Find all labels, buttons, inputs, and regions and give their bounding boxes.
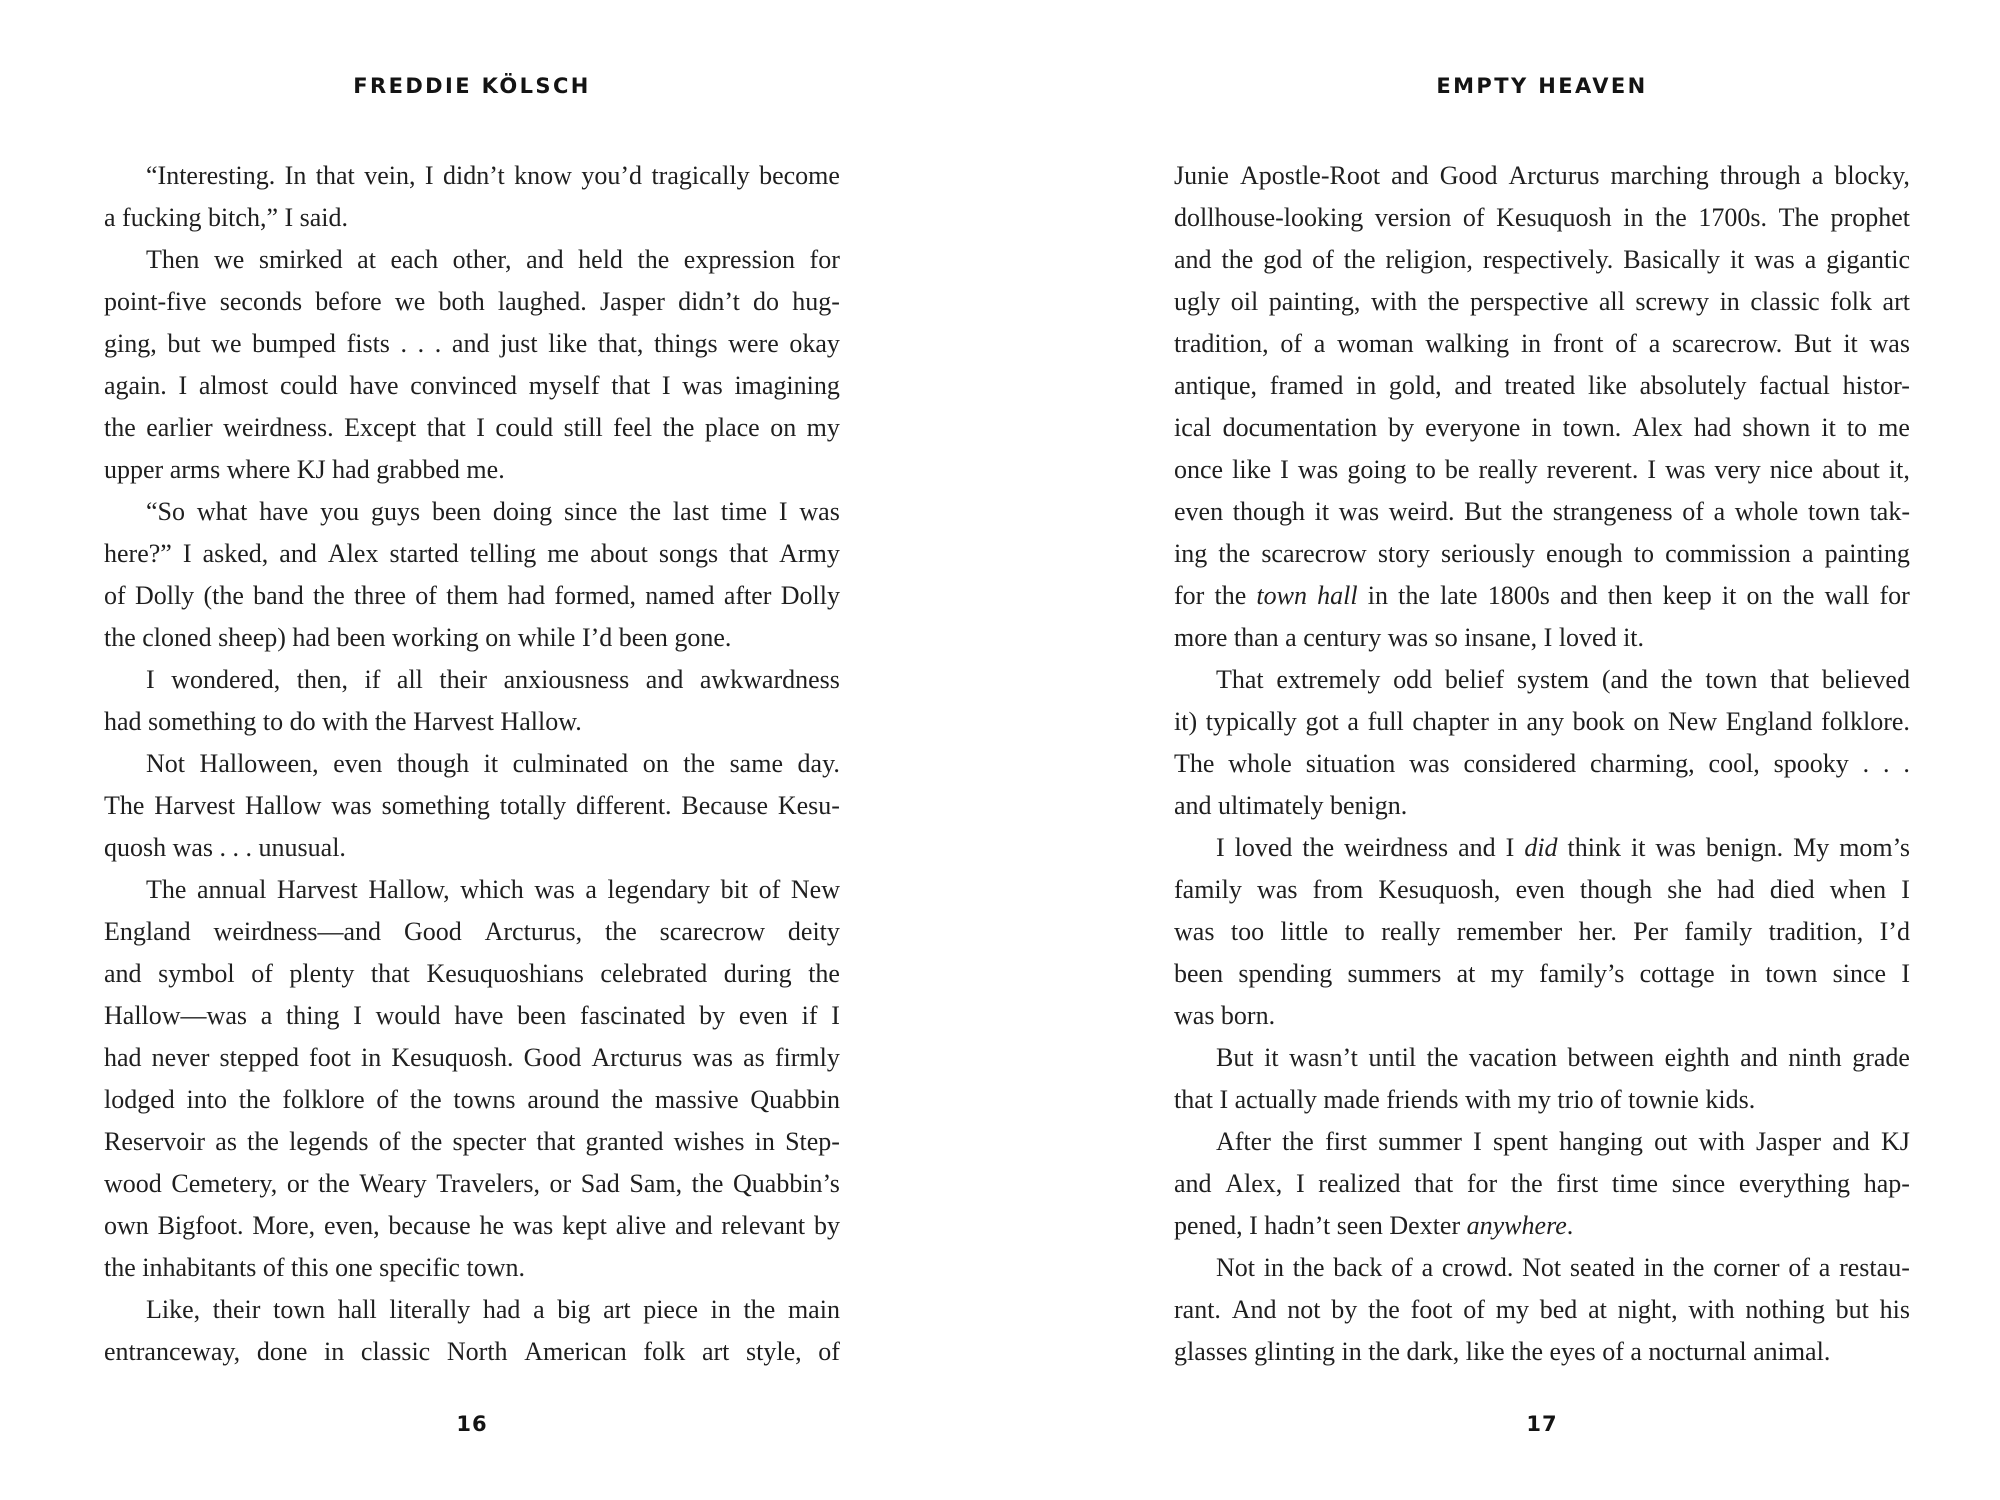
text-line: Like, their town hall literally had a big art piece in the main	[146, 1295, 840, 1324]
text-line: and the god of the religion, respectively. Basically it was a gigantic	[1174, 245, 1910, 274]
text-line: and symbol of plenty that Kesuquoshians celebrated during the	[104, 959, 840, 988]
text-line: again. I almost could have convinced myself that I was imagining	[104, 371, 840, 400]
text-line: Not Halloween, even though it culminated on the same day.	[146, 749, 840, 778]
text-line: upper arms where KJ had grabbed me.	[104, 455, 505, 484]
text-line: the cloned sheep) had been working on while I’d been gone.	[104, 623, 732, 652]
text-line: I wondered, then, if all their anxiousness and awkwardness	[146, 665, 840, 694]
text-line: more than a century was so insane, I loved it.	[1174, 623, 1645, 652]
text-line: Hallow—was a thing I would have been fascinated by even if I	[104, 1001, 840, 1030]
text-line: ing the scarecrow story seriously enough to commission a painting	[1174, 539, 1910, 568]
text-line: had something to do with the Harvest Hallow.	[104, 707, 582, 736]
text-line: and ultimately benign.	[1174, 791, 1408, 820]
text-line: even though it was weird. But the strangeness of a whole town tak-	[1174, 497, 1910, 526]
text-line: was born.	[1174, 1001, 1276, 1030]
text-line: “So what have you guys been doing since the last time I was	[146, 497, 840, 526]
text-line: tradition, of a woman walking in front of a scarecrow. But it was	[1174, 329, 1910, 358]
text-line: I loved the weirdness and I did think it was benign. My mom’s	[1216, 833, 1910, 862]
text-line: ugly oil painting, with the perspective all screwy in classic folk art	[1174, 287, 1910, 316]
text-line: But it wasn’t until the vacation between eighth and ninth grade	[1216, 1043, 1910, 1072]
text-line: a fucking bitch,” I said.	[104, 203, 349, 232]
text-line: the inhabitants of this one specific town.	[104, 1253, 525, 1282]
text-line: that I actually made friends with my trio of townie kids.	[1174, 1085, 1756, 1114]
text-line: quosh was . . . unusual.	[104, 833, 346, 862]
text-line: glasses glinting in the dark, like the eyes of a nocturnal animal.	[1174, 1337, 1831, 1366]
text-line: and Alex, I realized that for the first time since everything hap-	[1174, 1169, 1910, 1198]
text-line: Not in the back of a crowd. Not seated in the corner of a restau-	[1216, 1253, 1910, 1282]
text-line: had never stepped foot in Kesuquosh. Good Arcturus was as firmly	[104, 1043, 840, 1072]
text-line: “Interesting. In that vein, I didn’t know you’d tragically become	[146, 161, 840, 190]
right-page	[1174, 0, 1910, 1500]
text-line: dollhouse-looking version of Kesuquosh in the 1700s. The prophet	[1174, 203, 1910, 232]
text-line: Junie Apostle-Root and Good Arcturus marching through a blocky,	[1174, 161, 1910, 190]
page-number: 17	[1526, 1412, 1558, 1436]
text-line: the earlier weirdness. Except that I could still feel the place on my	[104, 413, 840, 442]
text-line: England weirdness—and Good Arcturus, the scarecrow deity	[104, 917, 840, 946]
text-line: Reservoir as the legends of the specter that granted wishes in Step-	[104, 1127, 840, 1156]
text-line: once like I was going to be really reverent. I was very nice about it,	[1174, 455, 1910, 484]
text-line: wood Cemetery, or the Weary Travelers, or Sad Sam, the Quabbin’s	[104, 1169, 840, 1198]
left-page	[104, 0, 840, 1500]
text-line: here?” I asked, and Alex started telling me about songs that Army	[104, 539, 840, 568]
text-line: Then we smirked at each other, and held the expression for	[146, 245, 840, 274]
text-line: own Bigfoot. More, even, because he was kept alive and relevant by	[104, 1211, 840, 1240]
text-line: lodged into the folklore of the towns around the massive Quabbin	[104, 1085, 840, 1114]
text-line: family was from Kesuquosh, even though she had died when I	[1174, 875, 1910, 904]
text-line: The Harvest Hallow was something totally different. Because Kesu-	[104, 791, 840, 820]
text-line: was too little to really remember her. Per family tradition, I’d	[1174, 917, 1910, 946]
text-line: antique, framed in gold, and treated like absolutely factual histor-	[1174, 371, 1910, 400]
text-line: entranceway, done in classic North American folk art style, of	[104, 1337, 840, 1366]
running-head: FREDDIE KÖLSCH	[353, 74, 591, 98]
body-text	[1174, 155, 1910, 1373]
text-line: After the first summer I spent hanging out with Jasper and KJ	[1216, 1127, 1910, 1156]
text-line: The whole situation was considered charming, cool, spooky . . .	[1174, 749, 1910, 778]
text-line: ging, but we bumped fists . . . and just like that, things were okay	[104, 329, 840, 358]
text-line: ical documentation by everyone in town. Alex had shown it to me	[1174, 413, 1910, 442]
text-line: pened, I hadn’t seen Dexter anywhere.	[1174, 1211, 1574, 1240]
text-line: point-five seconds before we both laughed. Jasper didn’t do hug-	[104, 287, 840, 316]
body-text	[104, 155, 840, 1373]
running-head: EMPTY HEAVEN	[1436, 74, 1648, 98]
text-line: been spending summers at my family’s cottage in town since I	[1174, 959, 1910, 988]
text-line: The annual Harvest Hallow, which was a legendary bit of New	[146, 875, 840, 904]
text-line: That extremely odd belief system (and the town that believed	[1216, 665, 1910, 694]
text-line: of Dolly (the band the three of them had formed, named after Dolly	[104, 581, 840, 610]
text-line: for the town hall in the late 1800s and then keep it on the wall for	[1174, 581, 1910, 610]
page-number: 16	[456, 1412, 488, 1436]
text-line: it) typically got a full chapter in any book on New England folklore.	[1174, 707, 1910, 736]
text-line: rant. And not by the foot of my bed at night, with nothing but his	[1174, 1295, 1910, 1324]
